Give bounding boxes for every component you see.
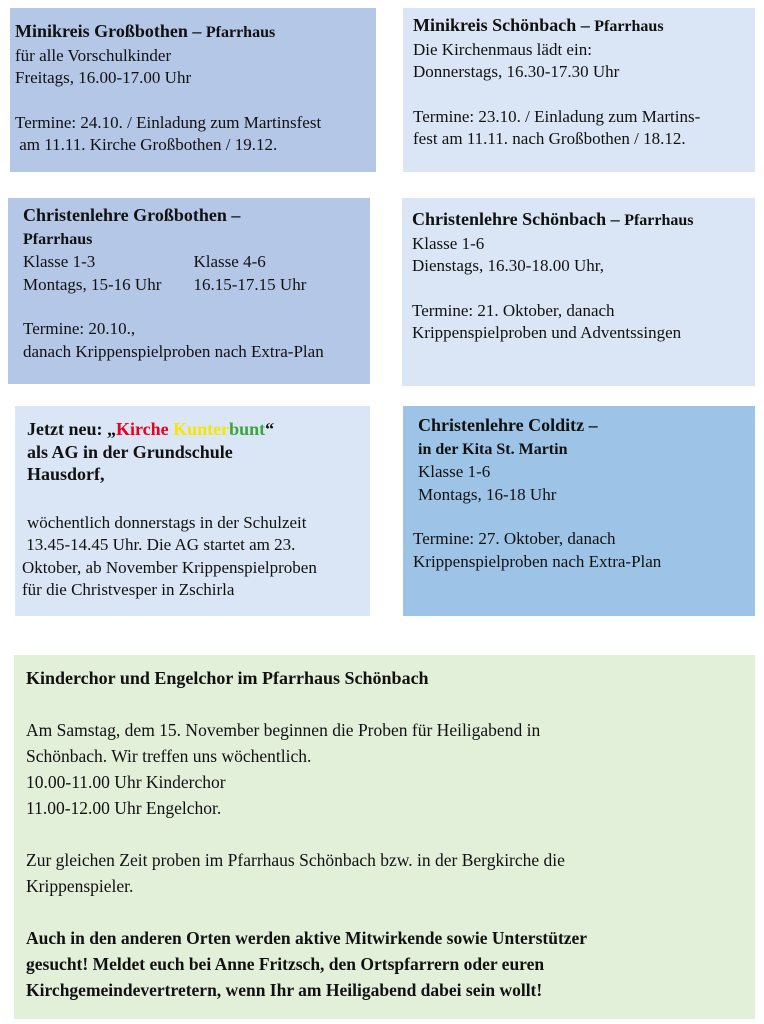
termine-text-2: Krippenspielproben und Adventssingen (412, 323, 682, 342)
box-christenlehre-colditz (403, 406, 755, 616)
schedule-text: Donnerstags, 16.30-17.30 Uhr (413, 62, 620, 81)
kunterbunt-word-red: Kirche (115, 419, 169, 439)
column-upper-classes (194, 251, 365, 296)
call-to-action-2: gesucht! Meldet euch bei Anne Fritzsch, den Ortspfarrern oder euren (26, 954, 545, 974)
box-kinderchor-engelchor (14, 655, 755, 1019)
krippenspiel-text: Zur gleichen Zeit proben im Pfarrhaus Schönbach bzw. in der Bergkirche die (26, 850, 565, 870)
box-title: Jetzt neu: „Kirche Kunterbunt“ (27, 419, 275, 439)
schedule-text: Freitags, 16.00-17.00 Uhr (15, 68, 192, 87)
description-text-4: für die Christvesper in Zschirla (22, 580, 235, 599)
box-title-2: in der Kita St. Martin (418, 440, 568, 458)
termine-text: Termine: 20.10., (23, 319, 136, 338)
engelchor-time: 11.00-12.00 Uhr Engelchor. (26, 798, 222, 818)
box-christenlehre-schoenbach (402, 198, 755, 386)
box-title-2: als AG in der Grundschule (27, 441, 233, 462)
description-text: wöchentlich donnerstags in der Schulzeit (27, 512, 307, 532)
description-text-3: Oktober, ab November Krippenspielproben (22, 557, 317, 577)
kunterbunt-word-green: bunt (229, 419, 266, 439)
box-title-2: Pfarrhaus (23, 230, 93, 248)
rehearsal-text: Am Samstag, dem 15. November beginnen die Proben für Heiligabend in (26, 720, 541, 740)
schedule-text: Dienstags, 16.30-18.00 Uhr, (412, 256, 604, 275)
class-text: Klasse 1-6 (412, 233, 485, 253)
schedule-text: Montags, 16-18 Uhr (418, 484, 557, 504)
kunterbunt-word-yellow: Kunter (173, 419, 230, 439)
termine-text-2: am 11.11. Kirche Großbothen / 19.12. (15, 135, 278, 154)
box-title: Kinderchor und Engelchor im Pfarrhaus Schönbach (26, 668, 429, 688)
box-title: Minikreis Großbothen – Pfarrhaus (15, 21, 276, 41)
box-title: Christenlehre Schönbach – Pfarrhaus (412, 209, 694, 229)
box-title-3: Hausdorf, (27, 464, 105, 484)
call-to-action-3: Kirchgemeindevertretern, wenn Ihr am Heiligabend dabei sein wollt! (26, 980, 543, 1000)
schedule-text: 16.15-17.15 Uhr (193, 274, 307, 294)
termine-text: Termine: 23.10. / Einladung zum Martins- (413, 106, 701, 126)
termine-text: Termine: 24.10. / Einladung zum Martinsfest (15, 112, 322, 132)
kinderchor-time: 10.00-11.00 Uhr Kinderchor (26, 772, 226, 792)
intro-text: Die Kirchenmaus lädt ein: (413, 39, 592, 59)
krippenspiel-text-2: Krippenspieler. (26, 876, 134, 896)
box-minikreis-schoenbach (403, 8, 755, 172)
schedule-text: Montags, 15-16 Uhr (23, 274, 162, 294)
class-text: Klasse 4-6 (193, 252, 266, 271)
termine-text: Termine: 27. Oktober, danach (413, 529, 616, 548)
description-text-2: 13.45-14.45 Uhr. Die AG startet am 23. (22, 535, 296, 554)
class-text: Klasse 1-3 (23, 252, 96, 271)
termine-text-2: Krippenspielproben nach Extra-Plan (413, 551, 662, 571)
termine-text: Termine: 21. Oktober, danach (412, 300, 615, 320)
class-text: Klasse 1-6 (418, 462, 491, 481)
box-title: Christenlehre Großbothen – (23, 205, 241, 225)
box-title: Minikreis Schönbach – Pfarrhaus (413, 15, 664, 35)
termine-text-2: fest am 11.11. nach Großbothen / 18.12. (413, 129, 686, 148)
box-christenlehre-grossbothen (8, 198, 370, 384)
rehearsal-text-2: Schönbach. Wir treffen uns wöchentlich. (26, 746, 312, 766)
class-columns (23, 251, 364, 296)
column-lower-classes (23, 251, 194, 296)
box-title: Christenlehre Colditz – (418, 415, 598, 435)
box-kirche-kunterbunt (15, 406, 370, 616)
audience-text: für alle Vorschulkinder (15, 45, 172, 65)
termine-text-2: danach Krippenspielproben nach Extra-Plan (23, 341, 324, 361)
call-to-action: Auch in den anderen Orten werden aktive Mitwirkende sowie Unterstützer (26, 928, 588, 948)
box-minikreis-grossbothen (10, 8, 376, 172)
